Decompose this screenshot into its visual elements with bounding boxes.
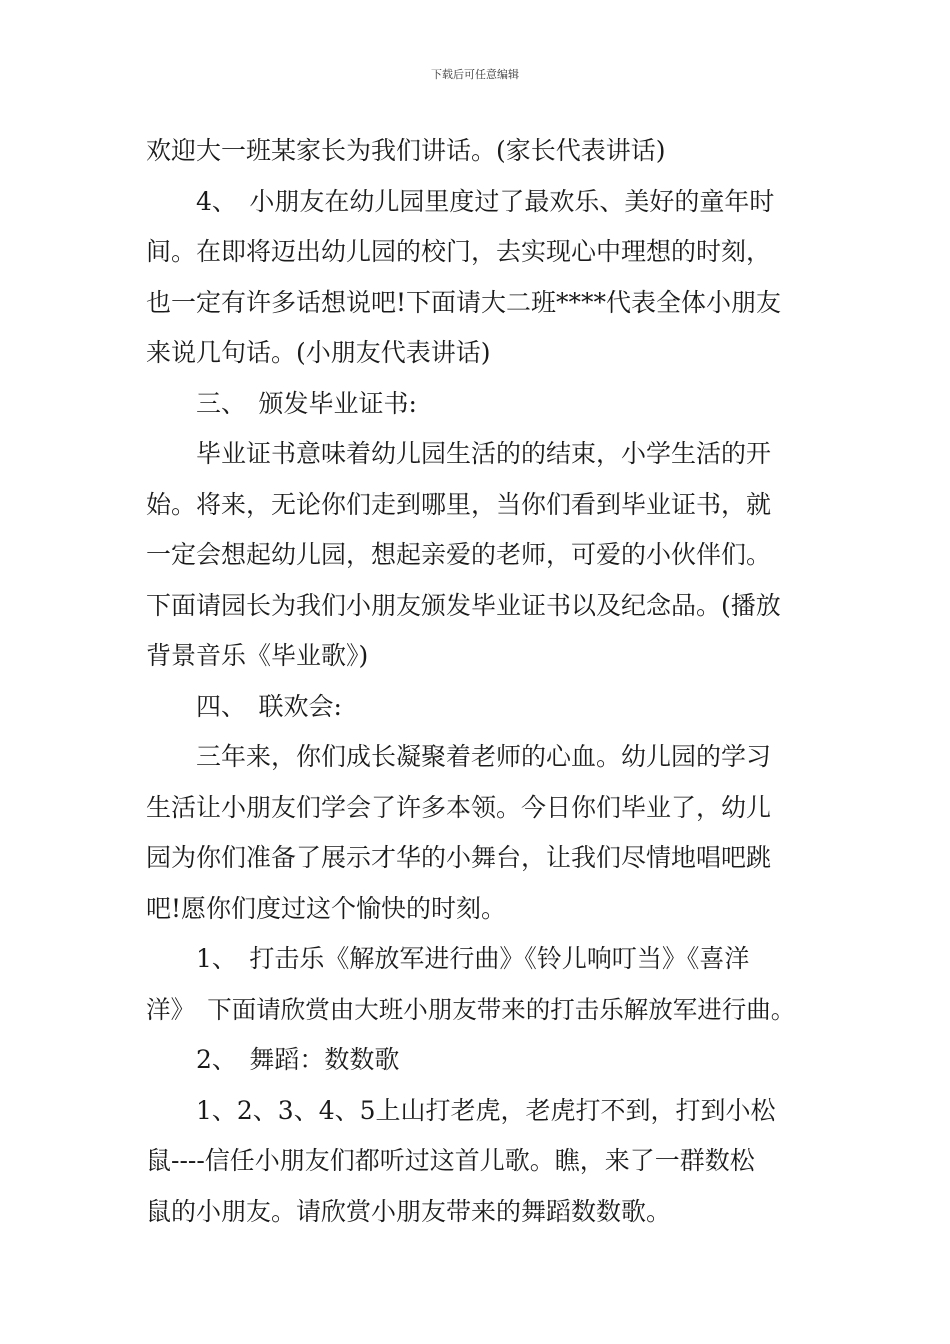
text-line-5: 来说几句话。(小朋友代表讲话) xyxy=(146,338,491,367)
text-line-7: 毕业证书意味着幼儿园生活的的结束，小学生活的开 xyxy=(196,439,772,468)
text-line-22: 鼠的小朋友。请欣赏小朋友带来的舞蹈数数歌。 xyxy=(146,1196,672,1226)
text-line-18: 洋》 下面请欣赏由大班小朋友带来的打击乐解放军进行曲。 xyxy=(146,994,796,1024)
section-heading-3: 三、 颁发毕业证书: xyxy=(196,388,417,418)
text-line-16: 吧!愿你们度过这个愉快的时刻。 xyxy=(146,893,507,923)
text-line-8: 始。将来，无论你们走到哪里，当你们看到毕业证书，就 xyxy=(146,489,772,519)
text-line-11: 背景音乐《毕业歌》) xyxy=(146,641,369,670)
text-line-19: 2、 舞蹈：数数歌 xyxy=(196,1045,400,1074)
text-line-20: 1、2、3、4、5上山打老虎，老虎打不到，打到小松 xyxy=(196,1095,776,1125)
text-line-17: 1、 打击乐《解放军进行曲》《铃儿响叮当》《喜洋 xyxy=(196,944,750,973)
text-line-13: 三年来，你们成长凝聚着老师的心血。幼儿园的学习 xyxy=(196,742,772,771)
text-line-21: 鼠----信任小朋友们都听过这首儿歌。瞧，来了一群数松 xyxy=(146,1146,755,1175)
text-line-2: 4、 小朋友在幼儿园里度过了最欢乐、美好的童年时 xyxy=(196,186,775,216)
text-line-1: 欢迎大一班某家长为我们讲话。(家长代表讲话) xyxy=(146,136,666,165)
text-line-3: 间。在即将迈出幼儿园的校门，去实现心中理想的时刻， xyxy=(146,237,772,266)
text-line-4: 也一定有许多话想说吧!下面请大二班****代表全体小朋友 xyxy=(146,287,782,317)
text-line-9: 一定会想起幼儿园，想起亲爱的老师，可爱的小伙伴们。 xyxy=(146,540,772,569)
document-body xyxy=(146,126,808,1237)
text-line-15: 园为你们准备了展示才华的小舞台，让我们尽情地唱吧跳 xyxy=(146,843,772,872)
text-line-10: 下面请园长为我们小朋友颁发毕业证书以及纪念品。(播放 xyxy=(146,590,781,620)
page-header: 下载后可任意编辑 xyxy=(431,68,519,81)
section-heading-4: 四、 联欢会: xyxy=(196,691,342,721)
text-line-14: 生活让小朋友们学会了许多本领。今日你们毕业了，幼儿 xyxy=(146,792,772,822)
